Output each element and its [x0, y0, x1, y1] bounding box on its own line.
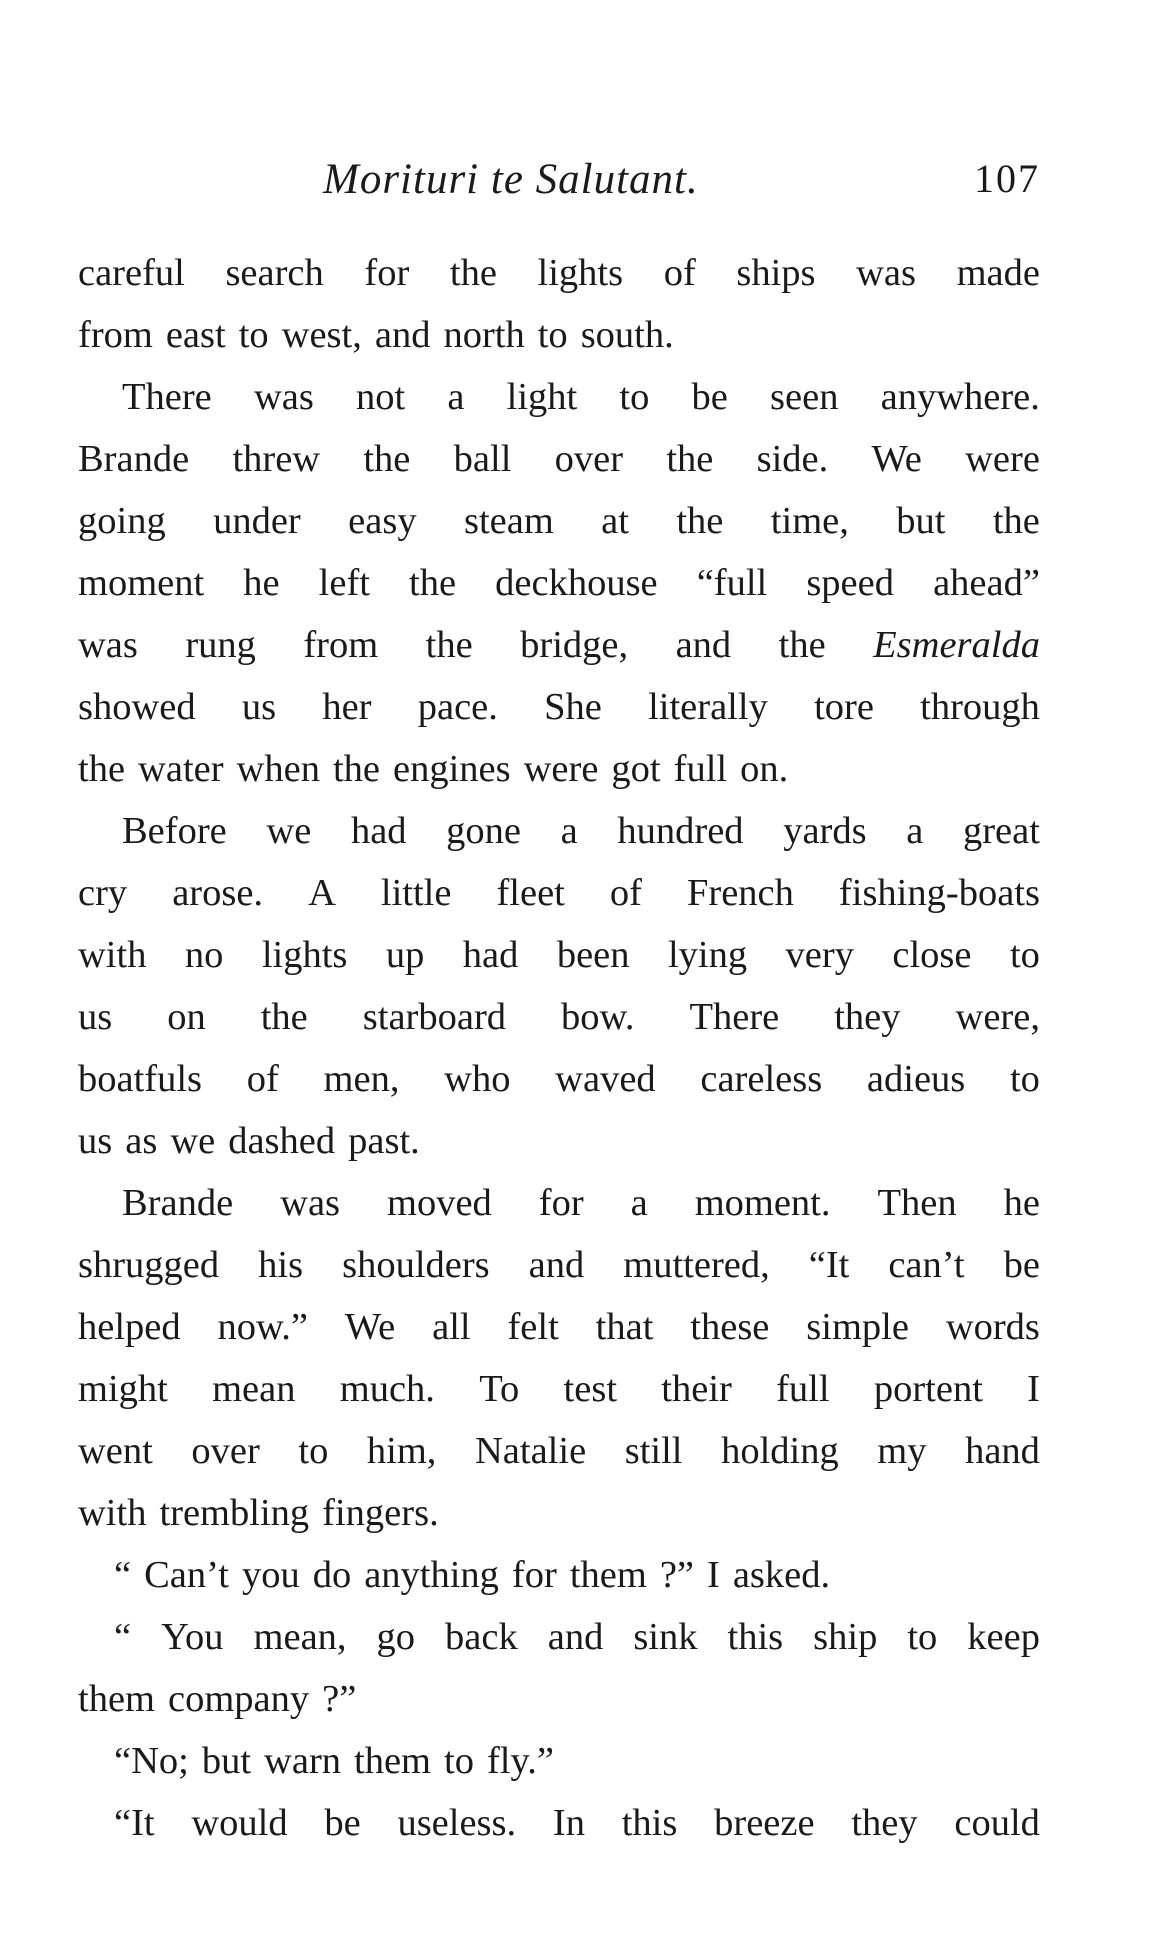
word: and — [675, 624, 732, 666]
running-head — [78, 155, 1040, 215]
word: he — [243, 562, 280, 604]
word: To — [479, 1368, 520, 1410]
word: moment — [78, 562, 205, 604]
word: we — [266, 810, 312, 852]
word: bridge, — [520, 624, 629, 666]
word: a — [560, 810, 578, 852]
word: little — [380, 872, 452, 914]
word: for — [364, 252, 410, 294]
word: pace. — [417, 686, 498, 728]
word: they — [851, 1802, 918, 1844]
word: hand — [965, 1430, 1040, 1472]
word: company — [167, 1678, 310, 1720]
word: “No; — [114, 1740, 189, 1782]
word: be — [1003, 1244, 1040, 1286]
word: We — [871, 438, 922, 480]
word: this — [621, 1802, 678, 1844]
word: search — [225, 252, 324, 294]
word: dashed — [228, 1120, 336, 1162]
word: the — [409, 562, 457, 604]
word: of — [246, 1058, 279, 1100]
word: we — [170, 1120, 216, 1162]
word: Natalie — [475, 1430, 587, 1472]
word: trembling — [159, 1492, 310, 1534]
word: can’t — [888, 1244, 965, 1286]
text-line — [78, 304, 1040, 366]
word: asked. — [732, 1554, 831, 1596]
word: I — [707, 1554, 720, 1596]
word: to — [907, 1616, 938, 1658]
word: he — [1003, 1182, 1040, 1224]
text-line — [78, 1730, 1040, 1792]
word: on — [167, 996, 206, 1038]
word: great — [962, 810, 1040, 852]
word: went — [78, 1430, 153, 1472]
word: very — [785, 934, 854, 976]
word: could — [954, 1802, 1040, 1844]
word: words — [945, 1306, 1040, 1348]
word: do — [312, 1554, 352, 1596]
word: ship — [813, 1616, 878, 1658]
word: fly.” — [486, 1740, 554, 1782]
word: rung — [185, 624, 256, 666]
word: to — [1009, 1058, 1040, 1100]
word: steam — [463, 500, 554, 542]
word: to — [238, 314, 269, 356]
word: simple — [806, 1306, 909, 1348]
word: on. — [740, 748, 789, 790]
word: fishing-boats — [838, 872, 1040, 914]
word: was — [856, 252, 916, 294]
word: men, — [323, 1058, 400, 1100]
word: close — [892, 934, 972, 976]
word: cry — [78, 872, 128, 914]
word: fingers. — [322, 1492, 439, 1534]
word: French — [686, 872, 794, 914]
word: them — [354, 1740, 431, 1782]
word: deckhouse — [495, 562, 658, 604]
text-line — [78, 1792, 1040, 1854]
word: “It — [808, 1244, 850, 1286]
body-text — [78, 242, 1040, 1854]
word: that — [595, 1306, 654, 1348]
page-number: 107 — [974, 156, 1040, 201]
word: full — [776, 1368, 830, 1410]
word: left — [318, 562, 370, 604]
word: ball — [453, 438, 512, 480]
running-title: Morituri te Salutant. — [323, 156, 699, 203]
word: She — [544, 686, 602, 728]
word: sink — [633, 1616, 698, 1658]
word: still — [624, 1430, 683, 1472]
word: had — [462, 934, 519, 976]
text-line — [78, 1172, 1040, 1234]
word: fleet — [496, 872, 565, 914]
word: not — [355, 376, 406, 418]
word: the — [676, 500, 724, 542]
text-line — [78, 862, 1040, 924]
text-line — [78, 1048, 1040, 1110]
word: of — [663, 252, 696, 294]
text-line — [78, 1420, 1040, 1482]
word: her — [322, 686, 372, 728]
word: when — [236, 748, 320, 790]
word: the — [425, 624, 473, 666]
word: helped — [78, 1306, 181, 1348]
word: I — [1027, 1368, 1040, 1410]
word: from — [78, 314, 153, 356]
word: anything — [364, 1554, 499, 1596]
word: over — [191, 1430, 260, 1472]
word: was — [78, 624, 138, 666]
word: showed — [78, 686, 196, 728]
word: go — [376, 1616, 416, 1658]
word: who — [444, 1058, 511, 1100]
word: got — [611, 748, 661, 790]
text-line — [78, 1482, 1040, 1544]
word: lights — [537, 252, 624, 294]
text-line — [78, 1358, 1040, 1420]
word: but — [201, 1740, 252, 1782]
word: mean, — [253, 1616, 347, 1658]
word: useless. — [397, 1802, 517, 1844]
word: moment. — [694, 1182, 831, 1224]
text-line — [78, 490, 1040, 552]
word: speed — [806, 562, 894, 604]
word: literally — [648, 686, 768, 728]
word: back — [445, 1616, 518, 1658]
word: going — [78, 500, 166, 542]
word: the — [992, 500, 1040, 542]
word: us — [78, 1120, 113, 1162]
word: Before — [122, 810, 227, 852]
word: the — [332, 748, 380, 790]
word: no — [184, 934, 224, 976]
word: Can’t — [144, 1554, 229, 1596]
word: breeze — [714, 1802, 815, 1844]
word: were, — [955, 996, 1040, 1038]
word: to — [537, 314, 568, 356]
text-line — [78, 986, 1040, 1048]
text-line — [78, 1668, 1040, 1730]
word: with — [78, 1492, 147, 1534]
word: boatfuls — [78, 1058, 203, 1100]
word: keep — [967, 1616, 1040, 1658]
word: you — [241, 1554, 300, 1596]
word: Esmeralda — [873, 624, 1040, 666]
word: full — [673, 748, 728, 790]
text-line — [78, 428, 1040, 490]
word: to — [444, 1740, 474, 1782]
word: “It — [114, 1802, 155, 1844]
text-line — [78, 552, 1040, 614]
word: be — [324, 1802, 361, 1844]
word: time, — [770, 500, 849, 542]
text-line — [78, 366, 1040, 428]
text-line — [78, 1110, 1040, 1172]
word: ?” — [322, 1678, 357, 1720]
text-line — [78, 800, 1040, 862]
text-line — [78, 676, 1040, 738]
word: ships — [736, 252, 816, 294]
word: “full — [696, 562, 768, 604]
text-line — [78, 1296, 1040, 1358]
text-line — [78, 242, 1040, 304]
word: anywhere. — [880, 376, 1040, 418]
word: portent — [873, 1368, 983, 1410]
word: for — [538, 1182, 584, 1224]
word: muttered, — [623, 1244, 770, 1286]
word: his — [258, 1244, 304, 1286]
word: felt — [507, 1306, 559, 1348]
word: this — [727, 1616, 784, 1658]
word: gone — [446, 810, 522, 852]
word: Brande — [78, 438, 190, 480]
word: shoulders — [342, 1244, 490, 1286]
word: bow. — [561, 996, 635, 1038]
word: up — [385, 934, 425, 976]
word: lights — [261, 934, 348, 976]
word: to — [1009, 934, 1040, 976]
word: were — [965, 438, 1040, 480]
word: light — [506, 376, 578, 418]
word: a — [630, 1182, 648, 1224]
word: through — [920, 686, 1040, 728]
text-line — [78, 614, 1040, 676]
word: us — [241, 686, 277, 728]
word: moved — [387, 1182, 492, 1224]
word: south. — [580, 314, 674, 356]
word: east — [165, 314, 226, 356]
word: past. — [348, 1120, 420, 1162]
text-line — [78, 738, 1040, 800]
word: seen — [770, 376, 839, 418]
word: warn — [264, 1740, 342, 1782]
word: now.” — [217, 1306, 309, 1348]
word: Then — [877, 1182, 957, 1224]
word: the — [78, 748, 126, 790]
word: under — [213, 500, 301, 542]
word: to — [619, 376, 650, 418]
word: at — [601, 500, 629, 542]
word: “ — [114, 1616, 132, 1658]
word: us — [78, 996, 113, 1038]
word: holding — [721, 1430, 839, 1472]
word: ahead” — [933, 562, 1040, 604]
word: the — [363, 438, 411, 480]
word: their — [661, 1368, 732, 1410]
word: easy — [348, 500, 417, 542]
text-line — [78, 924, 1040, 986]
word: west, — [281, 314, 362, 356]
word: yards — [783, 810, 867, 852]
word: engines — [393, 748, 511, 790]
word: and — [547, 1616, 604, 1658]
word: my — [877, 1430, 927, 1472]
word: to — [298, 1430, 329, 1472]
word: There — [122, 376, 212, 418]
word: arose. — [172, 872, 264, 914]
text-line — [78, 1234, 1040, 1296]
word: waved — [555, 1058, 656, 1100]
word: they — [834, 996, 901, 1038]
word: was — [280, 1182, 341, 1224]
word: was — [253, 376, 314, 418]
word: We — [344, 1306, 396, 1348]
word: adieus — [866, 1058, 966, 1100]
word: a — [906, 810, 924, 852]
word: these — [690, 1306, 770, 1348]
word: the — [666, 438, 714, 480]
word: test — [563, 1368, 618, 1410]
word: of — [609, 872, 642, 914]
word: mean — [212, 1368, 296, 1410]
word: In — [552, 1802, 585, 1844]
word: the — [260, 996, 308, 1038]
word: Brande — [122, 1182, 234, 1224]
word: made — [956, 252, 1040, 294]
word: him, — [366, 1430, 437, 1472]
word: but — [896, 500, 946, 542]
word: tore — [814, 686, 874, 728]
word: from — [303, 624, 379, 666]
word: them — [569, 1554, 647, 1596]
word: as — [125, 1120, 158, 1162]
word: water — [138, 748, 224, 790]
word: A — [308, 872, 336, 914]
word: been — [556, 934, 630, 976]
word: lying — [667, 934, 748, 976]
word: careful — [78, 252, 185, 294]
word: hundred — [617, 810, 744, 852]
word: and — [374, 314, 431, 356]
word: threw — [232, 438, 321, 480]
text-line — [78, 1544, 1040, 1606]
word: with — [78, 934, 147, 976]
word: and — [528, 1244, 585, 1286]
word: all — [432, 1306, 471, 1348]
word: ?” — [659, 1554, 694, 1596]
word: much. — [339, 1368, 435, 1410]
word: were — [523, 748, 599, 790]
word: the — [449, 252, 497, 294]
word: There — [689, 996, 780, 1038]
word: a — [447, 376, 465, 418]
word: them — [78, 1678, 155, 1720]
word: You — [161, 1616, 224, 1658]
word: the — [778, 624, 826, 666]
word: had — [350, 810, 407, 852]
word: would — [191, 1802, 288, 1844]
word: for — [511, 1554, 557, 1596]
word: starboard — [362, 996, 507, 1038]
word: side. — [756, 438, 829, 480]
word: careless — [700, 1058, 823, 1100]
word: over — [554, 438, 624, 480]
word: might — [78, 1368, 168, 1410]
word: shrugged — [78, 1244, 220, 1286]
word: north — [443, 314, 525, 356]
text-line — [78, 1606, 1040, 1668]
word: be — [691, 376, 728, 418]
word: “ — [114, 1554, 132, 1596]
